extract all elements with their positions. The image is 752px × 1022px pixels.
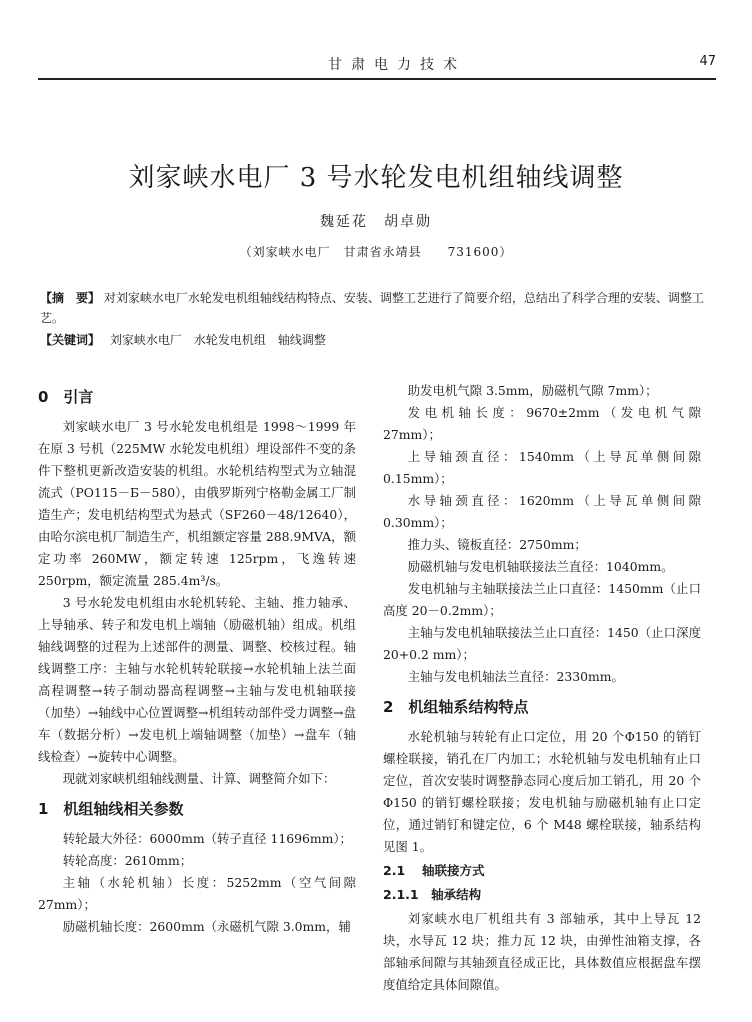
param-line: 推力头、镜板直径：2750mm； bbox=[407, 537, 587, 552]
page-number: 47 bbox=[699, 54, 716, 69]
journal-name: 甘肃电力技术 bbox=[328, 57, 466, 73]
paragraph: 现就刘家峡机组轴线测量、计算、调整简介如下： bbox=[62, 771, 336, 786]
paragraph: 刘家峡水电厂机组共有 3 部轴承，其中上导瓦 12 块，水导瓦 12 块；推力瓦 12 块，由弹性油箱支撑，各部轴承间隙与其轴颈直径成正比，具体数值应根据盘车摆度值给定具体间隙值。 bbox=[383, 911, 701, 992]
param-line: 励磁机轴与发电机轴联接法兰直径：1040mm。 bbox=[407, 559, 674, 574]
keywords-text: 刘家峡水电厂 水轮发电机组 轴线调整 bbox=[109, 333, 326, 347]
param-line: 转轮最大外径：6000mm（转子直径 11696mm）； bbox=[62, 831, 352, 846]
abstract bbox=[40, 288, 710, 328]
param-line: 发电机轴长度：9670±2mm（发电机气隙 27mm）； bbox=[383, 405, 701, 442]
param-line: 上导轴颈直径：1540mm（上导瓦单侧间隙 0.15mm）； bbox=[383, 449, 701, 486]
right-column bbox=[383, 380, 701, 996]
paragraph: 3 号水轮发电机组由水轮机转轮、主轴、推力轴承、上导轴承、转子和发电机上端轴（励磁机轴）组成。机组轴线调整的过程为上述部件的测量、调整、校核过程。轴线调整工序：主轴与水轮机转轮联接→水轮机轴上法兰面高程调整→转子制动器高程调整→主轴与发电机轴联接（加垫）→轴线中心位置调整→机组转动部件受力调整→盘车（数据分析）→发电机上端轴调整（加垫）→盘车（轴线检查）→旋转中心调整。 bbox=[38, 595, 356, 764]
abstract-text: 对刘家峡水电厂水轮发电机组轴线结构特点、安装、调整工艺进行了简要介绍，总结出了科学合理的安装、调整工艺。 bbox=[40, 291, 704, 325]
param-line: 转轮高度：2610mm； bbox=[62, 853, 193, 868]
running-header bbox=[38, 52, 716, 80]
affiliation: （刘家峡水电厂 甘肃省永靖县 731600） bbox=[239, 245, 513, 259]
abstract-label: 【摘 要】 bbox=[40, 291, 101, 305]
paragraph: 水轮机轴与转轮有止口定位，用 20 个Φ150 的销钉螺栓联接，销孔在厂内加工；水轮机轴与发电机轴有止口定位，首次安装时调整静态同心度后加工销孔，用 20 个Φ150 的销钉螺栓联接；发电机轴与励磁机轴有止口定位，通过销钉和键定位，6 个 M48 螺栓联接，轴系结构见图 1。 bbox=[383, 729, 701, 854]
paper-title: 刘家峡水电厂 3 号水轮发电机组轴线调整 bbox=[128, 163, 624, 193]
section-2-heading: 2 机组轴系结构特点 bbox=[383, 698, 529, 716]
param-line: 发电机轴与主轴联接法兰止口直径：1450mm（止口高度 20－0.2mm）； bbox=[383, 581, 701, 618]
section-0-heading: 0 引言 bbox=[38, 388, 94, 406]
paragraph: 刘家峡水电厂 3 号水轮发电机组是 1998～1999 年在原 3 号机（225MW 水轮发电机组）埋设部件不变的条件下整机更新改造安装的机组。水轮机结构型式为立轴混流式（PO115－Б－580），由俄罗斯列宁格勒金属工厂制造生产；发电机结构型式为悬式（SF260－48/12640），由哈尔滨电机厂制造生产，机组额定容量 288.9MVA，额定功率 260MW，额定转速 125rpm，飞逸转速 250rpm，额定流量 285.4m³/s。 bbox=[38, 419, 356, 588]
param-line: 主轴（水轮机轴）长度：5252mm（空气间隙 27mm）； bbox=[38, 875, 356, 912]
param-line: 励磁机轴长度：2600mm（永磁机气隙 3.0mm，辅 bbox=[62, 919, 351, 934]
param-line: 主轴与发电机轴联接法兰止口直径：1450（止口深度 20+0.2 mm）； bbox=[383, 625, 701, 662]
section-1-heading: 1 机组轴线相关参数 bbox=[38, 800, 184, 818]
left-column bbox=[38, 380, 356, 938]
keywords bbox=[40, 330, 710, 350]
param-line: 主轴与发电机轴法兰直径：2330mm。 bbox=[407, 669, 624, 684]
param-line: 水导轴颈直径：1620mm（上导瓦单侧间隙 0.30mm）； bbox=[383, 493, 701, 530]
subsection-2-1-1-heading: 2.1.1 轴承结构 bbox=[383, 887, 482, 902]
authors: 魏延花 胡卓勋 bbox=[320, 214, 432, 230]
subsection-2-1-heading: 2.1 轴联接方式 bbox=[383, 863, 485, 878]
keywords-label: 【关键词】 bbox=[40, 333, 101, 347]
param-line: 助发电机气隙 3.5mm，励磁机气隙 7mm）； bbox=[407, 383, 658, 398]
